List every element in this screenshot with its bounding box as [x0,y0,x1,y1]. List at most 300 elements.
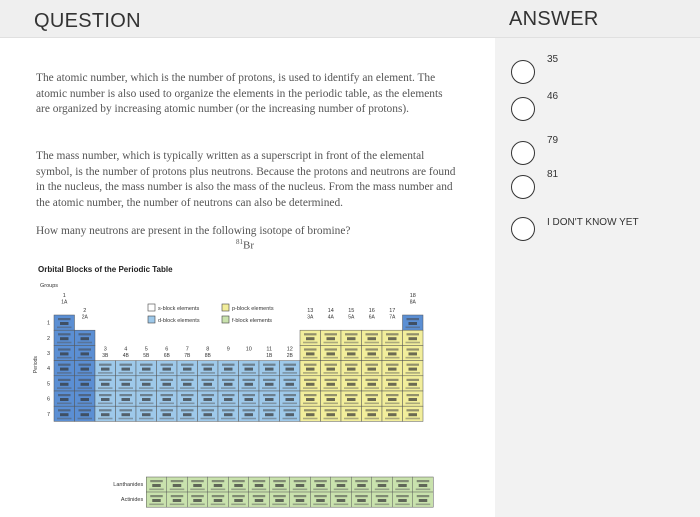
cell-number-mark [325,364,338,366]
cell-number-mark [355,495,368,497]
cell-config-mark [262,418,277,420]
cell-number-mark [335,495,348,497]
cell-number-mark [99,364,112,366]
answer-choice-dont-know[interactable] [511,217,639,241]
cell-number-mark [253,495,266,497]
cell-number-mark [212,480,225,482]
cell-symbol-mark [224,383,233,386]
cell-symbol-mark [388,368,397,371]
cell-symbol-mark [60,413,69,416]
cell-config-mark [57,327,72,329]
answer-choice-81[interactable] [511,169,559,199]
cell-symbol-mark [275,499,284,502]
cell-number-mark [202,379,215,381]
cell-config-mark [272,489,287,491]
cell-number-mark [222,364,235,366]
period-number: 2 [46,335,50,342]
cell-number-mark [284,409,297,411]
cell-number-mark [191,495,204,497]
group-number: 2 [83,308,87,315]
cell-number-mark [243,379,256,381]
cell-number-mark [366,348,379,350]
period-number: 1 [46,320,50,327]
choice-label: 46 [547,91,559,102]
cell-config-mark [231,504,246,506]
cell-config-mark [354,504,369,506]
cell-symbol-mark [419,484,428,487]
cell-number-mark [284,364,297,366]
cell-config-mark [283,387,298,389]
cell-symbol-mark [388,337,397,340]
period-number: 3 [46,351,50,357]
cell-symbol-mark [347,383,356,386]
cell-number-mark [222,379,235,381]
group-letter: 2B [286,353,293,360]
cell-number-mark [171,495,184,497]
cell-symbol-mark [327,383,336,386]
choice-label: 81 [547,169,559,180]
cell-symbol-mark [224,413,233,416]
cell-symbol-mark [388,413,397,416]
choice-label: 79 [547,135,559,146]
cell-number-mark [232,480,245,482]
cell-number-mark [304,379,317,381]
legend-swatch [222,304,229,311]
cell-number-mark [386,348,399,350]
cell-symbol-mark [316,499,325,502]
cell-number-mark [304,409,317,411]
cell-symbol-mark [306,413,315,416]
legend-swatch [148,304,155,311]
cell-config-mark [344,372,359,374]
cell-config-mark [375,504,390,506]
isotope-symbol: Br [243,239,254,252]
cell-config-mark [344,387,359,389]
cell-config-mark [365,387,380,389]
cell-number-mark [386,409,399,411]
cell-config-mark [365,342,380,344]
answer-title: ANSWER [509,8,599,30]
cell-config-mark [221,418,236,420]
cell-number-mark [263,394,276,396]
cell-number-mark [417,495,430,497]
radio-button[interactable] [511,97,535,121]
cell-config-mark [201,372,216,374]
cell-config-mark [98,387,113,389]
cell-symbol-mark [378,499,387,502]
cell-number-mark [58,364,71,366]
cell-number-mark [150,495,163,497]
question-title: QUESTION [34,10,141,32]
cell-number-mark [407,409,420,411]
cell-symbol-mark [296,484,305,487]
cell-config-mark [252,489,267,491]
cell-symbol-mark [368,383,377,386]
cell-symbol-mark [337,499,346,502]
cell-config-mark [293,504,308,506]
group-letter: 8B [204,353,211,360]
cell-config-mark [78,372,93,374]
cell-symbol-mark [255,499,264,502]
cell-number-mark [58,409,71,411]
cell-config-mark [365,372,380,374]
cell-config-mark [344,357,359,359]
cell-config-mark [211,504,226,506]
cell-config-mark [57,372,72,374]
cell-number-mark [366,379,379,381]
cell-number-mark [191,480,204,482]
cell-number-mark [304,394,317,396]
cell-symbol-mark [327,398,336,401]
cell-config-mark [221,387,236,389]
cell-number-mark [222,409,235,411]
period-number: 5 [46,381,50,388]
cell-number-mark [345,364,358,366]
cell-config-mark [242,387,257,389]
cell-number-mark [181,379,194,381]
cell-config-mark [242,403,257,405]
cell-number-mark [161,379,174,381]
cell-symbol-mark [173,484,182,487]
cell-config-mark [221,372,236,374]
cell-number-mark [161,364,174,366]
cell-number-mark [325,409,338,411]
cell-config-mark [344,418,359,420]
cell-symbol-mark [245,413,254,416]
cell-symbol-mark [409,413,418,416]
cell-symbol-mark [265,398,274,401]
legend-swatch [222,316,229,323]
cell-config-mark [354,489,369,491]
cell-symbol-mark [286,368,295,371]
cell-symbol-mark [214,484,223,487]
cell-config-mark [334,504,349,506]
group-letter: 4A [327,314,334,321]
periodic-table-figure [30,278,470,513]
cell-config-mark [303,403,318,405]
cell-number-mark [407,318,420,320]
radio-button[interactable] [511,175,535,199]
cell-symbol-mark [183,398,192,401]
cell-number-mark [99,394,112,396]
cell-symbol-mark [327,413,336,416]
cell-number-mark [202,364,215,366]
cell-config-mark [334,489,349,491]
cell-config-mark [78,342,93,344]
cell-symbol-mark [255,484,264,487]
cell-number-mark [263,364,276,366]
answer-choice-79[interactable] [511,135,559,165]
answer-panel [495,0,700,517]
cell-number-mark [79,333,92,335]
cell-config-mark [180,418,195,420]
cell-config-mark [324,357,339,359]
cell-symbol-mark [265,368,274,371]
group-number: 11 [266,346,273,353]
cell-symbol-mark [173,499,182,502]
cell-number-mark [243,409,256,411]
cell-symbol-mark [204,413,213,416]
group-letter: 7A [389,314,396,321]
cell-config-mark [78,403,93,405]
cell-config-mark [262,403,277,405]
cell-config-mark [139,372,154,374]
cell-config-mark [283,403,298,405]
cell-symbol-mark [142,383,151,386]
cell-config-mark [119,372,134,374]
question-header [0,0,495,38]
group-number: 18 [409,293,416,299]
cell-symbol-mark [398,499,407,502]
cell-config-mark [406,372,421,374]
cell-config-mark [149,489,164,491]
cell-config-mark [293,489,308,491]
cell-symbol-mark [204,398,213,401]
cell-number-mark [120,409,133,411]
cell-config-mark [385,372,400,374]
cell-config-mark [170,489,185,491]
cell-number-mark [366,394,379,396]
cell-number-mark [150,480,163,482]
cell-number-mark [407,348,420,350]
isotope-mass-number: 81 [236,238,243,246]
radio-button[interactable] [511,141,535,165]
cell-number-mark [294,495,307,497]
cell-number-mark [79,394,92,396]
cell-number-mark [386,333,399,335]
cell-symbol-mark [214,499,223,502]
cell-symbol-mark [60,337,69,340]
group-number: 10 [245,346,252,353]
cell-symbol-mark [409,352,418,355]
cell-symbol-mark [163,413,172,416]
group-number: 13 [307,308,314,315]
cell-number-mark [345,394,358,396]
cell-config-mark [119,403,134,405]
period-number: 7 [46,411,50,418]
cell-config-mark [160,418,175,420]
cell-symbol-mark [388,383,397,386]
cell-config-mark [78,387,93,389]
cell-symbol-mark [101,413,110,416]
cell-symbol-mark [368,368,377,371]
cell-number-mark [140,409,153,411]
cell-number-mark [120,364,133,366]
cell-config-mark [242,418,257,420]
cell-config-mark [375,489,390,491]
cell-config-mark [365,418,380,420]
group-number: 6 [165,346,169,353]
cell-config-mark [201,387,216,389]
cell-symbol-mark [163,383,172,386]
cell-symbol-mark [245,383,254,386]
cell-number-mark [304,364,317,366]
periodic-table-title: Orbital Blocks of the Periodic Table [38,265,173,274]
cell-number-mark [58,348,71,350]
cell-symbol-mark [152,499,161,502]
legend-label: f-block elements [232,318,273,324]
cell-config-mark [283,372,298,374]
cell-symbol-mark [275,484,284,487]
cell-symbol-mark [347,368,356,371]
cell-symbol-mark [204,383,213,386]
cell-symbol-mark [60,398,69,401]
cell-number-mark [120,379,133,381]
cell-number-mark [366,409,379,411]
cell-number-mark [181,394,194,396]
answer-choice-46[interactable] [511,91,559,121]
legend-label: d-block elements [158,318,200,324]
cell-symbol-mark [122,383,131,386]
cell-number-mark [263,409,276,411]
cell-symbol-mark [142,398,151,401]
cell-config-mark [149,504,164,506]
cell-symbol-mark [224,398,233,401]
cell-symbol-mark [204,368,213,371]
group-number: 16 [368,308,375,315]
cell-number-mark [222,394,235,396]
cell-symbol-mark [163,398,172,401]
cell-number-mark [212,495,225,497]
cell-symbol-mark [81,383,90,386]
cell-config-mark [385,342,400,344]
cell-config-mark [139,403,154,405]
group-letter: 2A [81,314,88,321]
answer-header [495,0,700,38]
cell-number-mark [79,364,92,366]
group-number: 15 [348,308,355,315]
group-number: 9 [226,346,230,353]
cell-number-mark [284,379,297,381]
cell-symbol-mark [101,383,110,386]
cell-number-mark [79,379,92,381]
cell-number-mark [345,333,358,335]
cell-number-mark [58,379,71,381]
cell-number-mark [181,409,194,411]
cell-config-mark [324,418,339,420]
cell-config-mark [180,372,195,374]
group-number: 12 [286,346,293,353]
cell-symbol-mark [368,352,377,355]
cell-number-mark [99,409,112,411]
cell-number-mark [376,495,389,497]
cell-config-mark [160,403,175,405]
cell-symbol-mark [327,352,336,355]
radio-button[interactable] [511,60,535,84]
group-number: 14 [327,308,334,315]
cell-symbol-mark [357,484,366,487]
cell-symbol-mark [265,383,274,386]
cell-symbol-mark [306,352,315,355]
cell-symbol-mark [193,499,202,502]
cell-config-mark [252,504,267,506]
cell-config-mark [98,403,113,405]
cell-config-mark [180,387,195,389]
cell-config-mark [303,418,318,420]
cell-symbol-mark [152,484,161,487]
cell-symbol-mark [337,484,346,487]
cell-config-mark [303,342,318,344]
cell-symbol-mark [81,337,90,340]
cell-number-mark [325,348,338,350]
cell-number-mark [58,318,71,320]
cell-number-mark [386,379,399,381]
cell-config-mark [395,504,410,506]
periodic-table [30,278,470,513]
cell-config-mark [190,489,205,491]
paragraph-mass-number: The mass number, which is typically written as a superscript in front of the elemental symbol, is the number of protons plus neutrons. Because the protons and neutrons are found in the nucleus, the mass number is also the mass of the nucleus. From the mass number and the atomic number, the number of neutrons can also be determined. [36,150,456,209]
cell-symbol-mark [296,499,305,502]
cell-number-mark [345,348,358,350]
cell-symbol-mark [368,413,377,416]
cell-config-mark [416,489,431,491]
cell-config-mark [57,387,72,389]
cell-config-mark [170,504,185,506]
cell-number-mark [407,379,420,381]
cell-config-mark [78,418,93,420]
cell-number-mark [345,379,358,381]
cell-symbol-mark [245,368,254,371]
cell-config-mark [221,403,236,405]
cell-config-mark [324,342,339,344]
cell-config-mark [98,418,113,420]
cell-number-mark [58,394,71,396]
cell-config-mark [139,418,154,420]
cell-number-mark [273,495,286,497]
cell-symbol-mark [306,368,315,371]
legend-label: s-block elements [158,306,200,312]
cell-symbol-mark [122,368,131,371]
cell-config-mark [416,504,431,506]
cell-symbol-mark [347,337,356,340]
cell-number-mark [253,480,266,482]
cell-symbol-mark [409,322,418,325]
cell-symbol-mark [368,337,377,340]
group-number: 4 [124,346,128,353]
cell-symbol-mark [245,398,254,401]
cell-symbol-mark [347,413,356,416]
group-number: 17 [389,308,396,315]
cell-symbol-mark [378,484,387,487]
cell-symbol-mark [327,368,336,371]
cell-config-mark [190,504,205,506]
cell-number-mark [140,364,153,366]
choice-label: 35 [547,54,559,65]
group-number: 7 [185,346,189,353]
cell-number-mark [355,480,368,482]
cell-number-mark [58,333,71,335]
radio-button[interactable] [511,217,535,241]
cell-number-mark [79,348,92,350]
cell-number-mark [232,495,245,497]
legend-swatch [148,316,155,323]
cell-symbol-mark [101,398,110,401]
cell-config-mark [406,418,421,420]
cell-number-mark [396,480,409,482]
period-number: 6 [46,396,50,403]
cell-symbol-mark [60,352,69,355]
cell-number-mark [417,480,430,482]
cell-config-mark [119,387,134,389]
cell-config-mark [57,342,72,344]
group-letter: 4B [122,353,129,360]
answer-choice-35[interactable] [511,54,559,84]
cell-symbol-mark [316,484,325,487]
cell-config-mark [139,387,154,389]
actinides-label: Actinides [120,497,144,503]
cell-config-mark [57,418,72,420]
group-letter: 7B [184,353,191,360]
